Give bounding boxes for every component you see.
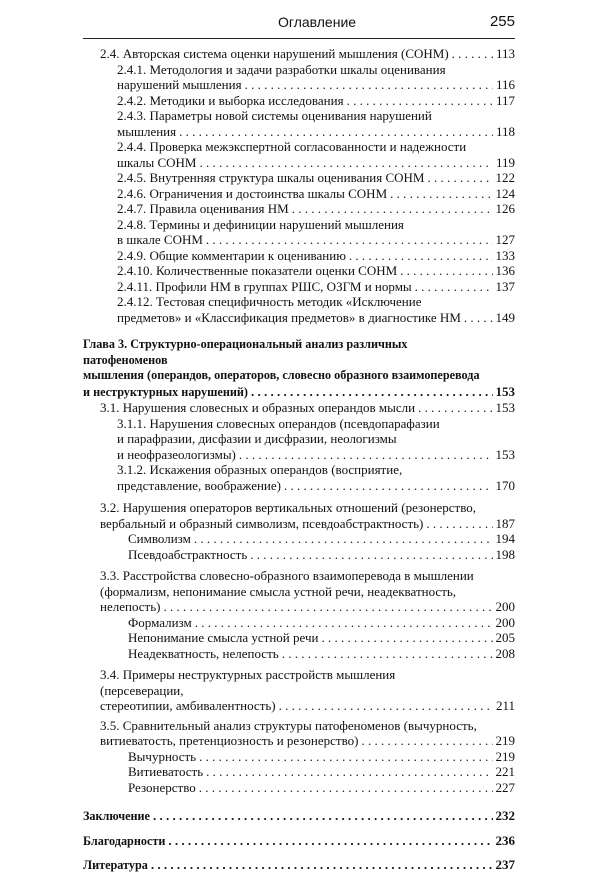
toc-entry-text-line: Неадекватность, нелепость bbox=[128, 645, 279, 661]
toc-entry-text-line: 3.2. Нарушения операторов вертикальных отношений (резонерство, bbox=[100, 500, 477, 515]
toc-entry-text-line: и парафразии, дисфазии и дисфразии, неологизмы bbox=[117, 431, 397, 446]
toc-entry-text-line: 3.5. Сравнительный анализ структуры патофеноменов (вычурность, bbox=[100, 717, 477, 733]
toc-entry-last-line bbox=[100, 400, 515, 416]
dot-leader bbox=[195, 615, 493, 631]
toc-entry-page-number: 170 bbox=[495, 477, 515, 493]
toc-entry-text-line: Символизм bbox=[128, 531, 191, 546]
dot-leader bbox=[199, 749, 492, 765]
toc-entry-text-line: 2.4.4. Проверка межэкспертной согласованности и надежности bbox=[117, 139, 467, 154]
toc-entry-text-line: Витиеватость bbox=[128, 764, 204, 779]
dot-leader bbox=[206, 232, 493, 248]
toc-entry-3-1-2[interactable] bbox=[83, 462, 515, 493]
toc-entry-symbolism[interactable] bbox=[83, 531, 515, 547]
toc-entry-vitievatost[interactable] bbox=[83, 764, 515, 780]
toc-entry-text-line: в шкале СОНМ bbox=[117, 232, 203, 247]
dot-leader bbox=[321, 630, 492, 646]
toc-entry-page-number: 221 bbox=[495, 764, 515, 779]
dot-leader bbox=[194, 531, 493, 547]
toc-entry-text-line: и неофразеологизмы) bbox=[117, 446, 236, 462]
dot-leader bbox=[349, 248, 493, 264]
toc-entry-text-line: мышления (операндов, операторов, словесно образного взаимоперевода bbox=[83, 368, 480, 382]
toc-entry-text-line: 2.4.11. Профили НМ в группах РШС, ОЗГМ и нормы bbox=[117, 278, 412, 294]
toc-entry-text-line: 3.4. Примеры неструктурных расстройств мышления (персеверации, bbox=[100, 667, 396, 698]
toc-entry-text-line: 2.4.10. Количественные показатели оценки СОНМ bbox=[117, 263, 398, 278]
toc-entry-last-line bbox=[117, 447, 515, 463]
toc-entry-2-4-7[interactable] bbox=[83, 201, 515, 217]
dot-leader bbox=[163, 599, 492, 615]
toc-entry-text-line: стереотипии, амбивалентность) bbox=[100, 698, 276, 713]
toc-entry-page-number: 126 bbox=[495, 201, 515, 216]
toc-entry-page-number: 219 bbox=[495, 748, 515, 764]
toc-entry-page-number: 149 bbox=[495, 309, 515, 325]
toc-entry-last-line bbox=[117, 77, 515, 93]
running-header-title: Оглавление bbox=[278, 14, 357, 30]
toc-entry-text-line: 2.4.3. Параметры новой системы оценивания нарушений bbox=[117, 108, 432, 123]
dot-leader bbox=[206, 764, 492, 780]
toc-entry-chapter-3[interactable] bbox=[83, 337, 515, 400]
dot-leader bbox=[400, 263, 492, 279]
toc-entry-page-number: 208 bbox=[495, 645, 515, 661]
toc-entry-text-line: витиеватость, претенциозность и резонерство) bbox=[100, 733, 359, 748]
dot-leader bbox=[347, 93, 493, 109]
toc-entry-text-line: Литература bbox=[83, 858, 148, 872]
toc-entry-formalism[interactable] bbox=[83, 615, 515, 631]
toc-entry-3-1-1[interactable] bbox=[83, 416, 515, 463]
toc-entry-text-line: 3.3. Расстройства словесно-образного взаимоперевода в мышлении bbox=[100, 568, 474, 583]
toc-entry-last-line bbox=[117, 186, 515, 202]
toc-entry-last-line bbox=[100, 599, 515, 615]
toc-entry-2-4-8[interactable] bbox=[83, 217, 515, 248]
toc-entry-page-number: 137 bbox=[495, 278, 515, 294]
toc-entry-2-4-12[interactable] bbox=[83, 294, 515, 325]
toc-entry-3-4[interactable] bbox=[83, 667, 515, 714]
dot-leader bbox=[428, 170, 493, 186]
toc-entry-last-line bbox=[128, 547, 515, 563]
toc-entry-text-line: Глава 3. Структурно-операциональный анализ различных патофеноменов bbox=[83, 337, 408, 367]
toc-entry-last-line bbox=[117, 263, 515, 279]
toc-entry-text-line: вербальный и образный символизм, псевдоабстрактность) bbox=[100, 515, 424, 531]
dot-leader bbox=[200, 155, 493, 171]
toc-entry-page-number: 205 bbox=[495, 630, 515, 645]
toc-entry-3-1[interactable] bbox=[83, 400, 515, 416]
toc-entry-3-2[interactable] bbox=[83, 500, 515, 531]
toc-entry-text-line: 2.4.1. Методология и задачи разработки шкалы оценивания bbox=[117, 61, 446, 77]
toc-entry-page-number: 153 bbox=[495, 383, 515, 399]
toc-entry-2-4-1[interactable] bbox=[83, 62, 515, 93]
toc-entry-text-line: 2.4.2. Методики и выборка исследования bbox=[117, 92, 344, 108]
toc-entry-last-line bbox=[100, 698, 515, 714]
toc-entry-last-line bbox=[83, 857, 515, 874]
toc-entry-last-line bbox=[117, 248, 515, 264]
toc-entry-text-line: Благодарности bbox=[83, 833, 166, 848]
toc-entry-last-line bbox=[117, 201, 515, 217]
toc-entry-pseudoabstractness[interactable] bbox=[83, 547, 515, 563]
toc-entry-acknowledgements[interactable] bbox=[83, 833, 515, 850]
toc-entry-last-line bbox=[83, 384, 515, 401]
toc-entry-last-line bbox=[83, 833, 515, 850]
dot-leader bbox=[168, 833, 492, 849]
toc-entry-last-line bbox=[117, 170, 515, 186]
toc-entry-3-3[interactable] bbox=[83, 568, 515, 615]
page-number: 255 bbox=[489, 13, 515, 30]
toc-entry-last-line bbox=[117, 124, 515, 140]
toc-entry-2-4-3[interactable] bbox=[83, 108, 515, 139]
toc-entry-text-line: 3.1.2. Искажения образных операндов (восприятие, bbox=[117, 462, 403, 477]
toc-entry-text-line: Заключение bbox=[83, 809, 150, 823]
toc-entry-last-line bbox=[117, 155, 515, 171]
toc-entry-2-4-10[interactable] bbox=[83, 263, 515, 279]
toc-entry-rezonerstvo[interactable] bbox=[83, 780, 515, 796]
dot-leader bbox=[284, 478, 493, 494]
dot-leader bbox=[452, 46, 493, 62]
dot-leader bbox=[153, 808, 493, 824]
toc-entry-text-line: нелепость) bbox=[100, 599, 161, 614]
toc-entry-page-number: 227 bbox=[495, 779, 515, 795]
dot-leader bbox=[361, 733, 492, 749]
toc-entry-page-number: 122 bbox=[495, 170, 515, 185]
toc-entry-page-number: 200 bbox=[495, 614, 515, 630]
toc-entry-text-line: мышления bbox=[117, 123, 177, 139]
toc-entry-text-line: Резонерство bbox=[128, 779, 196, 795]
dot-leader bbox=[199, 780, 493, 796]
toc-entry-last-line bbox=[117, 93, 515, 109]
toc-entry-2-4-5[interactable] bbox=[83, 170, 515, 186]
toc-entry-last-line bbox=[117, 478, 515, 494]
toc-entry-page-number: 237 bbox=[495, 857, 515, 872]
toc-entry-page-number: 124 bbox=[495, 185, 515, 201]
toc-entry-page-number: 211 bbox=[495, 698, 515, 713]
toc-entry-text-line: и неструктурных нарушений) bbox=[83, 384, 248, 399]
toc-entry-text-line: 2.4.6. Ограничения и достоинства шкалы СОНМ bbox=[117, 185, 388, 201]
dot-leader bbox=[279, 698, 493, 714]
dot-leader bbox=[464, 310, 493, 326]
toc-entry-page-number: 118 bbox=[495, 123, 515, 139]
toc-entry-text-line: 2.4. Авторская система оценки нарушений мышления (СОНМ) bbox=[100, 46, 449, 61]
toc-entry-page-number: 136 bbox=[495, 263, 515, 278]
toc-entry-page-number: 232 bbox=[495, 808, 515, 823]
toc-entry-text-line: Формализм bbox=[128, 614, 192, 630]
dot-leader bbox=[390, 186, 492, 202]
toc-entry-last-line bbox=[128, 615, 515, 631]
toc-entry-last-line bbox=[117, 279, 515, 295]
toc-entry-conclusion[interactable] bbox=[83, 808, 515, 825]
dot-leader bbox=[250, 547, 492, 563]
toc-entry-last-line bbox=[117, 310, 515, 326]
toc-entry-page-number: 219 bbox=[495, 733, 515, 748]
toc-entry-text-line: Вычурность bbox=[128, 748, 197, 764]
toc-entry-inadequacy[interactable] bbox=[83, 646, 515, 662]
toc-entry-misunderstanding[interactable] bbox=[83, 630, 515, 646]
dot-leader bbox=[426, 516, 492, 532]
toc-entry-2-4-4[interactable] bbox=[83, 139, 515, 170]
toc-entry-page-number: 113 bbox=[495, 46, 515, 61]
toc-entry-page-number: 153 bbox=[495, 446, 515, 462]
toc-entry-text-line: 2.4.7. Правила оценивания НМ bbox=[117, 201, 289, 216]
toc-entry-page-number: 117 bbox=[495, 92, 515, 108]
toc-entry-2-4-9[interactable] bbox=[83, 248, 515, 264]
toc-entry-text-line: (формализм, непонимание смысла устной речи, неадекватность, bbox=[100, 583, 457, 599]
toc-entry-last-line bbox=[100, 46, 515, 62]
toc-entry-last-line bbox=[128, 764, 515, 780]
dot-leader bbox=[415, 279, 493, 295]
toc-entry-last-line bbox=[128, 531, 515, 547]
toc-entry-2-4-2[interactable] bbox=[83, 93, 515, 109]
toc-entry-text-line: Непонимание смысла устной речи bbox=[128, 630, 319, 645]
toc-entry-text-line: 3.1.1. Нарушения словесных операндов (псевдопарафазии bbox=[117, 415, 440, 431]
toc-entry-vychurnost[interactable] bbox=[83, 749, 515, 765]
toc-entry-text-line: предметов» и «Классификация предметов» в диагностике НМ bbox=[117, 309, 461, 325]
toc-entry-last-line bbox=[100, 516, 515, 532]
dot-leader bbox=[282, 646, 493, 662]
toc-entry-text-line: 2.4.12. Тестовая специфичность методик «Исключение bbox=[117, 294, 422, 309]
dot-leader bbox=[292, 201, 493, 217]
toc-entry-2-4[interactable] bbox=[83, 46, 515, 62]
dot-leader bbox=[151, 857, 493, 873]
toc-entry-text-line: Псевдоабстрактность bbox=[128, 546, 248, 562]
toc-entry-page-number: 236 bbox=[495, 832, 515, 848]
toc-entry-page-number: 133 bbox=[495, 247, 515, 263]
toc-entry-2-4-11[interactable] bbox=[83, 279, 515, 295]
toc-entry-page-number: 119 bbox=[495, 154, 515, 170]
dot-leader bbox=[418, 400, 492, 416]
toc-entry-last-line bbox=[117, 232, 515, 248]
running-header bbox=[83, 12, 515, 39]
toc-entry-text-line: нарушений мышления bbox=[117, 77, 242, 92]
toc-entry-last-line bbox=[128, 630, 515, 646]
toc-entry-text-line: 2.4.9. Общие комментарии к оцениванию bbox=[117, 247, 346, 263]
dot-leader bbox=[179, 124, 493, 140]
toc-entry-page-number: 194 bbox=[495, 531, 515, 546]
toc-entry-text-line: шкалы СОНМ bbox=[117, 154, 197, 170]
toc-entry-page-number: 200 bbox=[495, 599, 515, 614]
toc-entry-page-number: 187 bbox=[495, 515, 515, 531]
toc-entry-last-line bbox=[83, 808, 515, 825]
toc-entry-text-line: 2.4.8. Термины и дефиниции нарушений мышления bbox=[117, 216, 404, 232]
toc-entry-text-line: 2.4.5. Внутренняя структура шкалы оценивания СОНМ bbox=[117, 170, 425, 185]
dot-leader bbox=[239, 447, 493, 463]
table-of-contents bbox=[83, 46, 515, 874]
toc-entry-text-line: представление, воображение) bbox=[117, 477, 281, 493]
toc-entry-page-number: 116 bbox=[495, 77, 515, 92]
toc-entry-2-4-6[interactable] bbox=[83, 186, 515, 202]
toc-entry-last-line bbox=[128, 749, 515, 765]
dot-leader bbox=[251, 384, 493, 400]
dot-leader bbox=[245, 77, 493, 93]
toc-entry-page-number: 127 bbox=[495, 232, 515, 247]
toc-entry-last-line bbox=[100, 733, 515, 749]
toc-entry-literature[interactable] bbox=[83, 857, 515, 874]
toc-entry-last-line bbox=[128, 646, 515, 662]
toc-entry-page-number: 198 bbox=[495, 546, 515, 562]
toc-entry-last-line bbox=[128, 780, 515, 796]
toc-entry-page-number: 153 bbox=[495, 400, 515, 415]
toc-entry-text-line: 3.1. Нарушения словесных и образных операндов мысли bbox=[100, 400, 416, 415]
toc-entry-3-5[interactable] bbox=[83, 718, 515, 749]
